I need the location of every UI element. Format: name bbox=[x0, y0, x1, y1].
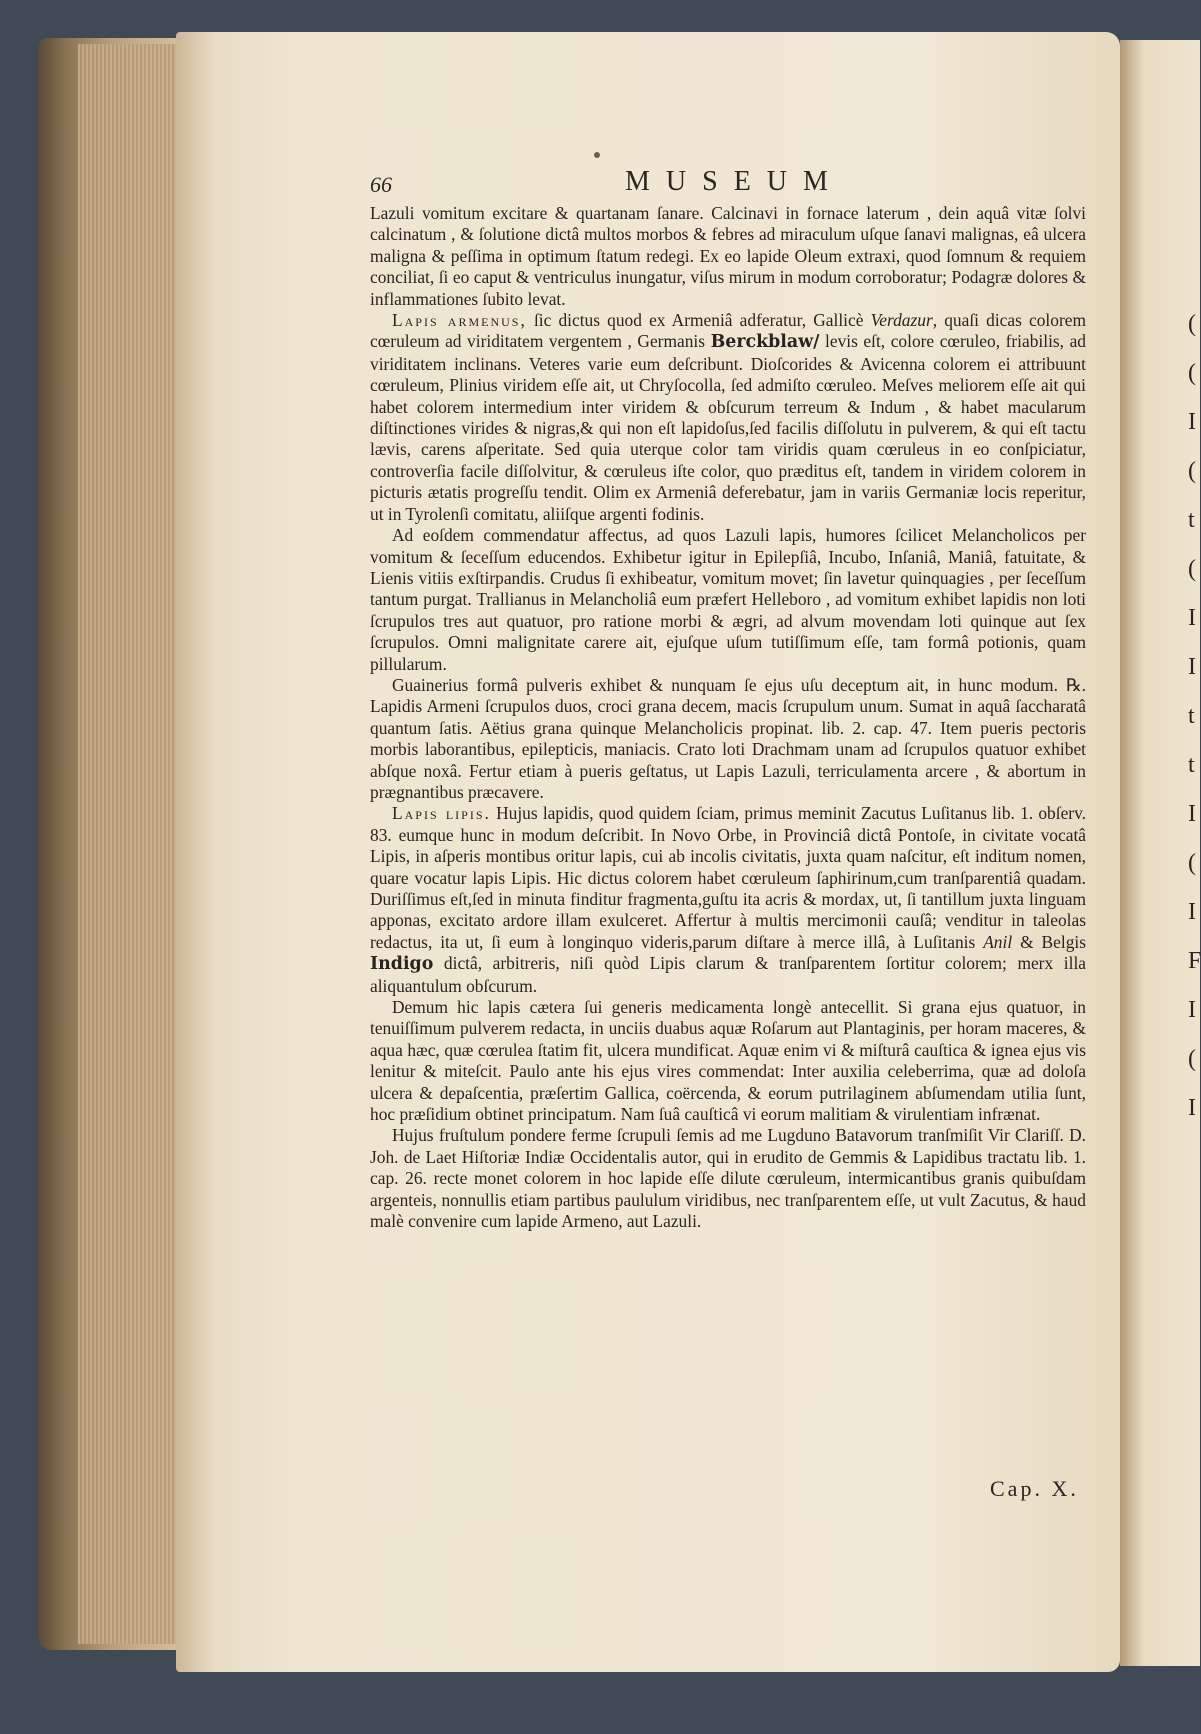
paragraph-lapis-lipis bbox=[370, 803, 1086, 997]
paragraph-text: , quaſi dicas colorem cœruleum ad viriditatem vergentem , Germanis bbox=[370, 310, 1086, 352]
paragraph-text: dictâ, arbitreris, niſi quòd Lipis clarum & tranſparentem ſortitur colorem; merx illa aliquantulum obſcurum. bbox=[370, 953, 1086, 996]
paragraph: Demum hic lapis cætera ſui generis medicamenta longè antecellit. Si grana ejus quatuor, in tenuiſſimum pulverem redacta, in unciis duabus aquæ Roſarum aut Plantaginis, per horam maceres, & aqua hæc, quæ cœrulea ſtatim fit, ulcera mundificat. Aquæ enim vi & miſturâ cauſtica & ignea ejus vis lenitur & miteſcit. Paulo ante his ejus vires commendat: Inter auxilia celeberrima, quæ ad doloſa ulcera & depaſcentia, præſertim Gallica, coërcenda, & eorum putrilaginem abſumendam utilia ſunt, hoc præſidium obtinet principatum. Nam ſuâ cauſticâ vi eorum malitiam & virulentiam infrænat. bbox=[370, 997, 1086, 1125]
paragraph: Hujus fruſtulum pondere ferme ſcrupuli ſemis ad me Lugduno Batavorum tranſmiſit Vir Clariſſ. D. Joh. de Laet Hiſtoriæ Indiæ Occidentalis autor, qui in erudito de Gemmis & Lapidibus tractatu lib. 1. cap. 26. recte monet colorem in hoc lapide eſſe dilute cœruleum, intermicantibus granis quibuſdam argenteis, nonnullis etiam partibus paululum viridibus, nec tranſparentem eſſe, ut vult Zacutus, & haud malè convenire cum lapide Armeno, aut Lazuli. bbox=[370, 1125, 1086, 1232]
italic-term: Verdazur bbox=[870, 310, 933, 331]
blackletter-term: Berckblaw/ bbox=[710, 332, 820, 353]
lemma-heading: Lapis lipis. bbox=[392, 803, 491, 824]
paragraph-continuation: Lazuli vomitum excitare & quartanam ſanare. Calcinavi in fornace laterum , dein aquâ vitæ ſolvi calcinatum , & ſolutione dictâ multos morbos & febres ad miraculum uſque ſanavi malignas, eâ ulcera maligna & peſſima in optimum ſtatum redegi. Ex eo lapide Oleum extraxi, quod ſomnum & requiem conciliat, ſi eo caput & ventriculus inungatur, viſus mirum in modum corroboratur; Podagræ dolores & inflammationes ſubito levat. bbox=[370, 203, 1086, 309]
body-text bbox=[370, 203, 1086, 1233]
facing-page-fragment: ( ( I ( t ( I I t t I ( I F I ( I bbox=[1188, 311, 1201, 1121]
paragraph-text: & Belgis bbox=[1012, 931, 1086, 952]
paragraph-text: levis eſt, colore cœruleo, friabilis, ad viriditatem inclinans. Veteres varie eum deſcribunt. Dioſcorides & Avicenna colorem ei attribuunt cœruleum, Plinius viridem eſſe ait, ut Chryſocolla, ſed admiſto cœruleo. Meſves meliorem eſſe ait qui habet colorem intermedium inter viridem & obſcurum terreum & Indum , & habet macularum diſtinctiones virides & nigras,& qui non eſt lapidoſus,ſed facilis diſſolutu in pulverem, & qui eſt tactu lævis, carens aſperitate. Sed quia uterque color tam viridis quam cœruleus in eo conſpiciatur, controverſia facile diſſolvitur, & cœruleus iſte color, quo præditus eſt, tandem in viridem colorem in picturis ætatis progreſſu tendit. Olim ex Armeniâ deferebatur, jam in variis Germaniæ locis reperitur, ut in Tyrolenſi comitatu, aliiſque argenti fodinis. bbox=[370, 331, 1086, 524]
paragraph: Ad eoſdem commendatur affectus, ad quos Lazuli lapis, humores ſcilicet Melancholicos per vomitum & ſeceſſum educendos. Exhibetur igitur in Epilepſiâ, Incubo, Inſaniâ, Maniâ, fatuitate, & Lienis vitiis exſtirpandis. Crudus ſi exhibeatur, vomitum movet; ſin lavetur quinquagies , per ſeceſſum tantum purgat. Trallianus in Melancholiâ eum præfert Helleboro , ad vomitum exhibet lapidis non loti ſcrupulos tres aut quatuor, pro ratione morbi & ægri, ad alvum movendam loti quinque aut ſex ſcrupulos. Omni malignitate carere ait, ejuſque uſum tutiſſimum eſſe, tam formâ potionis, quam pillularum. bbox=[370, 525, 1086, 674]
catchword: Cap. X. bbox=[990, 1476, 1079, 1501]
page-number: 66 bbox=[370, 172, 392, 197]
lemma-heading: Lapis armenus, bbox=[392, 310, 527, 331]
paragraph: Guainerius formâ pulveris exhibet & nunquam ſe ejus uſu deceptum ait, in hunc modum. ℞. Lapidis Armeni ſcrupulos duos, croci grana decem, macis ſcrupulum unum. Sumat in aquâ ſaccharatâ quantum ſatis. Aëtius grana quinque Melancholicis propinat. lib. 2. cap. 47. Item pueris pectoris morbis laborantibus, epilepticis, maniacis. Crato loti Drachmam unam ad ſcrupulos quatuor exhibet abſque noxâ. Fertur etiam à pueris geſtatus, ut Lapis Lazuli, terriculamenta arcere , & abortum in prægnantibus præcavere. bbox=[370, 674, 1086, 802]
page-stack-edges bbox=[78, 44, 178, 1644]
italic-term: Anil bbox=[983, 931, 1013, 952]
paragraph-text: Hujus lapidis, quod quidem ſciam, primus meminit Zacutus Luſitanus lib. 1. obſerv. 83. eumque hunc in modum deſcribit. In Novo Orbe, in Provinciâ dictâ Pontoſe, in civitate vocatâ Lipis, in aſperis montibus oritur lapis, cui ab incolis civitatis, juxta quam naſcitur, eſt inditum nomen, quare vocatur lapis Lipis. Hic dictus colorem habet cœruleum ſaphirinum,cum tranſparentiâ quadam. Duriſſimus eſt,ſed in minuta finditur fragmenta,guſtu ita acris & mordax, ut, ſi tantillum juxta linguam apponas, excitato ardore illam exulceret. Affertur à multis mercimonii cauſâ; venditur in taleolas redactus, ita ut, ſi eum à longinquo videris,parum diſtare à merce illâ, à Luſitanis bbox=[370, 803, 1086, 952]
running-title: MUSEUM bbox=[625, 166, 844, 197]
page-header bbox=[370, 166, 1080, 204]
paragraph-lapis-armenus bbox=[370, 310, 1086, 525]
paragraph-text: ſic dictus quod ex Armeniâ adferatur, Gallicè bbox=[526, 310, 871, 331]
blackletter-term: Indigo bbox=[370, 954, 434, 975]
ink-speck bbox=[594, 152, 600, 158]
